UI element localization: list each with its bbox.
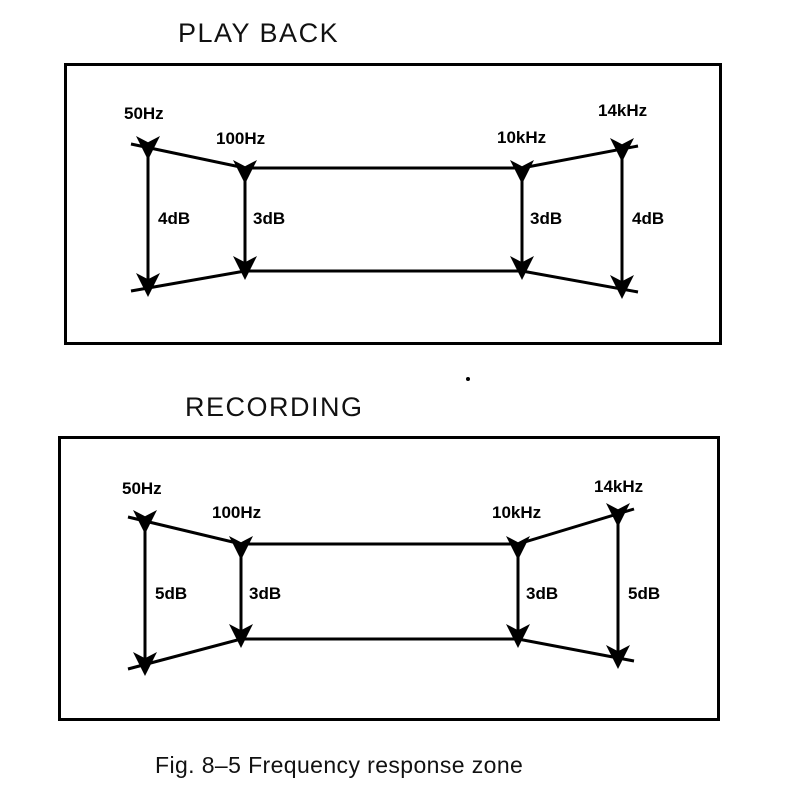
playback-label-10khz: 10kHz [497,128,547,147]
print-speck [466,377,470,381]
recording-label-50hz: 50Hz [122,479,162,498]
playback-label-4db-left: 4dB [158,209,191,228]
playback-label-3db-right: 3dB [530,209,563,228]
recording-label-5db-left: 5dB [155,584,188,603]
playback-label-14khz: 14kHz [598,101,648,120]
figure-caption: Fig. 8–5 Frequency response zone [155,752,524,778]
recording-label-10khz: 10kHz [492,503,542,522]
recording-label-3db-left: 3dB [249,584,282,603]
playback-panel-title: PLAY BACK [178,18,340,48]
recording-panel-title: RECORDING [185,392,364,422]
playback-label-50hz: 50Hz [124,104,164,123]
playback-label-100hz: 100Hz [216,129,266,148]
playback-label-3db-left: 3dB [253,209,286,228]
recording-label-100hz: 100Hz [212,503,262,522]
playback-label-4db-right: 4dB [632,209,665,228]
recording-label-14khz: 14kHz [594,477,644,496]
recording-label-3db-right: 3dB [526,584,559,603]
recording-label-5db-right: 5dB [628,584,661,603]
